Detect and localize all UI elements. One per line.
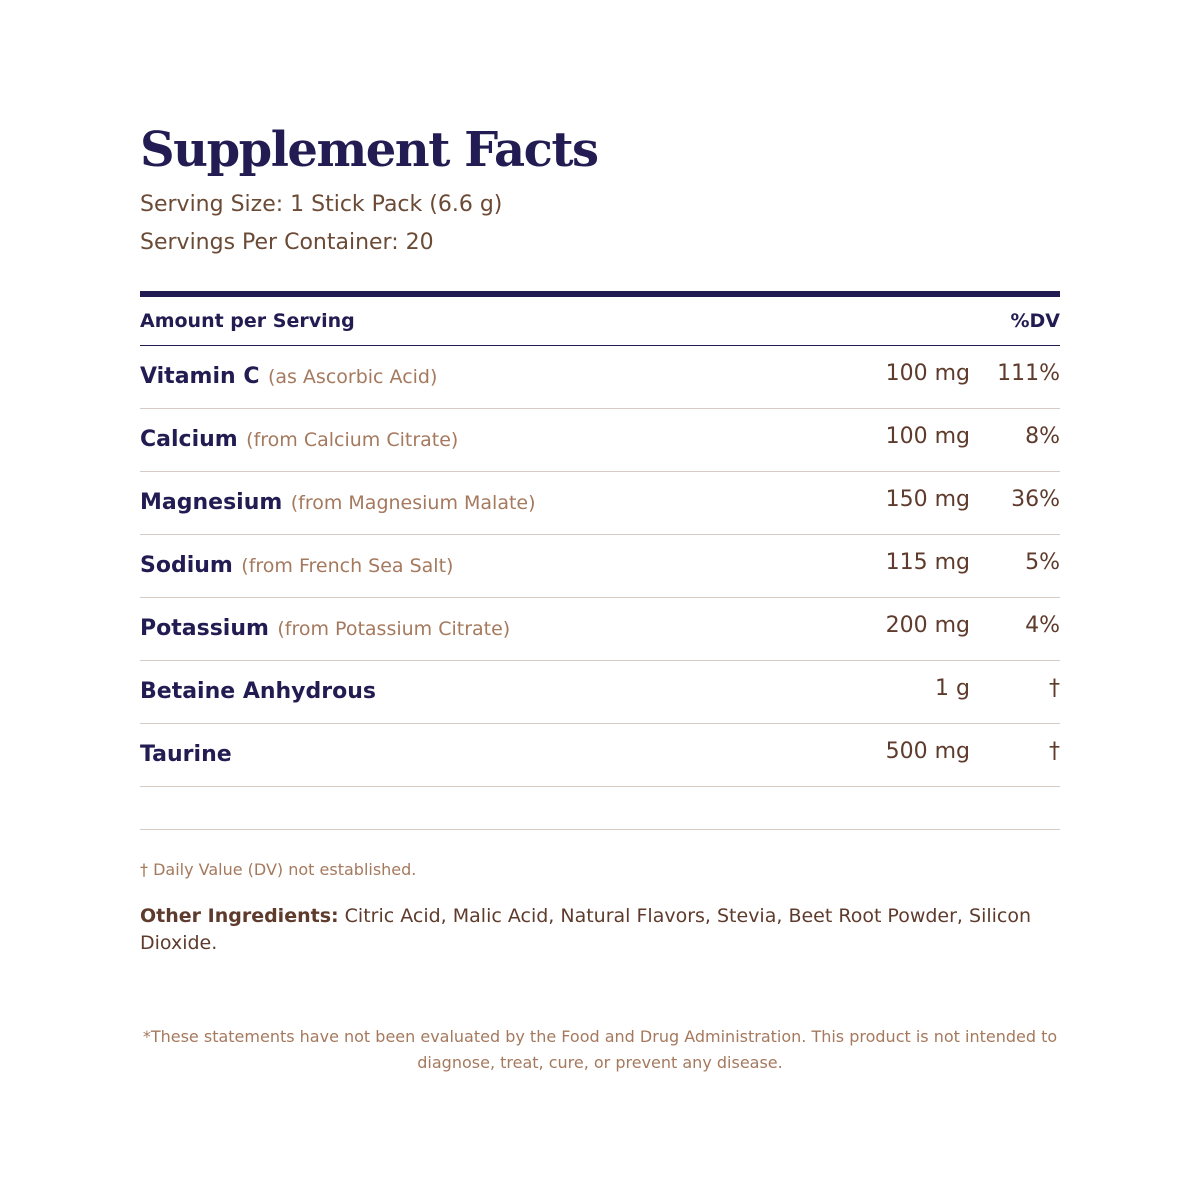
nutrient-dv-dagger: † bbox=[1049, 739, 1060, 764]
other-ingredients-text: Citric Acid, Malic Acid, Natural Flavors, Stevia, Beet Root Powder, Silicon Dioxide. bbox=[140, 905, 1032, 954]
nutrient-name: Calcium bbox=[140, 427, 238, 452]
table-row bbox=[140, 346, 1060, 409]
serving-size: Serving Size: 1 Stick Pack (6.6 g) bbox=[140, 192, 503, 217]
nutrient-name-cell bbox=[140, 553, 453, 578]
table-row bbox=[140, 535, 1060, 598]
nutrient-dv: 8% bbox=[1025, 424, 1060, 449]
nutrient-name: Vitamin C bbox=[140, 364, 260, 389]
nutrient-dv: 5% bbox=[1025, 550, 1060, 575]
nutrient-dv-dagger: † bbox=[1049, 676, 1060, 701]
nutrient-amount: 100 mg bbox=[885, 361, 970, 386]
nutrient-name-cell bbox=[140, 364, 437, 389]
nutrient-name: Betaine Anhydrous bbox=[140, 679, 376, 704]
table-row bbox=[140, 409, 1060, 472]
table-end-rule bbox=[140, 829, 1060, 830]
dv-footnote: † Daily Value (DV) not established. bbox=[140, 860, 417, 879]
nutrient-amount: 500 mg bbox=[885, 739, 970, 764]
nutrient-dv: 36% bbox=[1011, 487, 1060, 512]
table-row bbox=[140, 472, 1060, 535]
nutrient-amount: 100 mg bbox=[885, 424, 970, 449]
page-title: Supplement Facts bbox=[140, 122, 598, 178]
nutrient-name: Potassium bbox=[140, 616, 269, 641]
nutrient-source: (as Ascorbic Acid) bbox=[267, 366, 438, 388]
nutrient-name-cell bbox=[140, 427, 458, 452]
nutrient-source: (from Magnesium Malate) bbox=[290, 492, 536, 514]
nutrient-source: (from Calcium Citrate) bbox=[246, 429, 459, 451]
nutrient-name: Magnesium bbox=[140, 490, 283, 515]
nutrient-dv: 111% bbox=[997, 361, 1060, 386]
servings-per-container: Servings Per Container: 20 bbox=[140, 230, 434, 255]
nutrient-dv: 4% bbox=[1025, 613, 1060, 638]
header-amount-per-serving: Amount per Serving bbox=[140, 310, 355, 332]
table-header bbox=[140, 297, 1060, 346]
nutrient-amount: 150 mg bbox=[885, 487, 970, 512]
nutrient-table-body bbox=[140, 346, 1060, 787]
table-row bbox=[140, 661, 1060, 724]
nutrient-name-cell bbox=[140, 742, 232, 767]
nutrient-name-cell bbox=[140, 679, 376, 704]
nutrient-source: (from Potassium Citrate) bbox=[277, 618, 511, 640]
nutrient-name-cell bbox=[140, 490, 536, 515]
nutrient-name: Sodium bbox=[140, 553, 233, 578]
nutrient-amount: 115 mg bbox=[885, 550, 970, 575]
table-row bbox=[140, 724, 1060, 787]
other-ingredients-label: Other Ingredients: bbox=[140, 905, 339, 927]
supplement-facts-panel bbox=[140, 120, 1060, 957]
nutrient-name-cell bbox=[140, 616, 510, 641]
header-daily-value: %DV bbox=[1010, 310, 1060, 332]
nutrient-source: (from French Sea Salt) bbox=[241, 555, 454, 577]
fda-disclaimer: *These statements have not been evaluated by the Food and Drug Administration. This product is not intended to diagnose, treat, cure, or prevent any disease. bbox=[142, 1027, 1058, 1072]
table-row bbox=[140, 598, 1060, 661]
nutrient-amount: 1 g bbox=[935, 676, 970, 701]
nutrient-amount: 200 mg bbox=[885, 613, 970, 638]
nutrient-name: Taurine bbox=[140, 742, 232, 767]
other-ingredients bbox=[140, 903, 1060, 957]
